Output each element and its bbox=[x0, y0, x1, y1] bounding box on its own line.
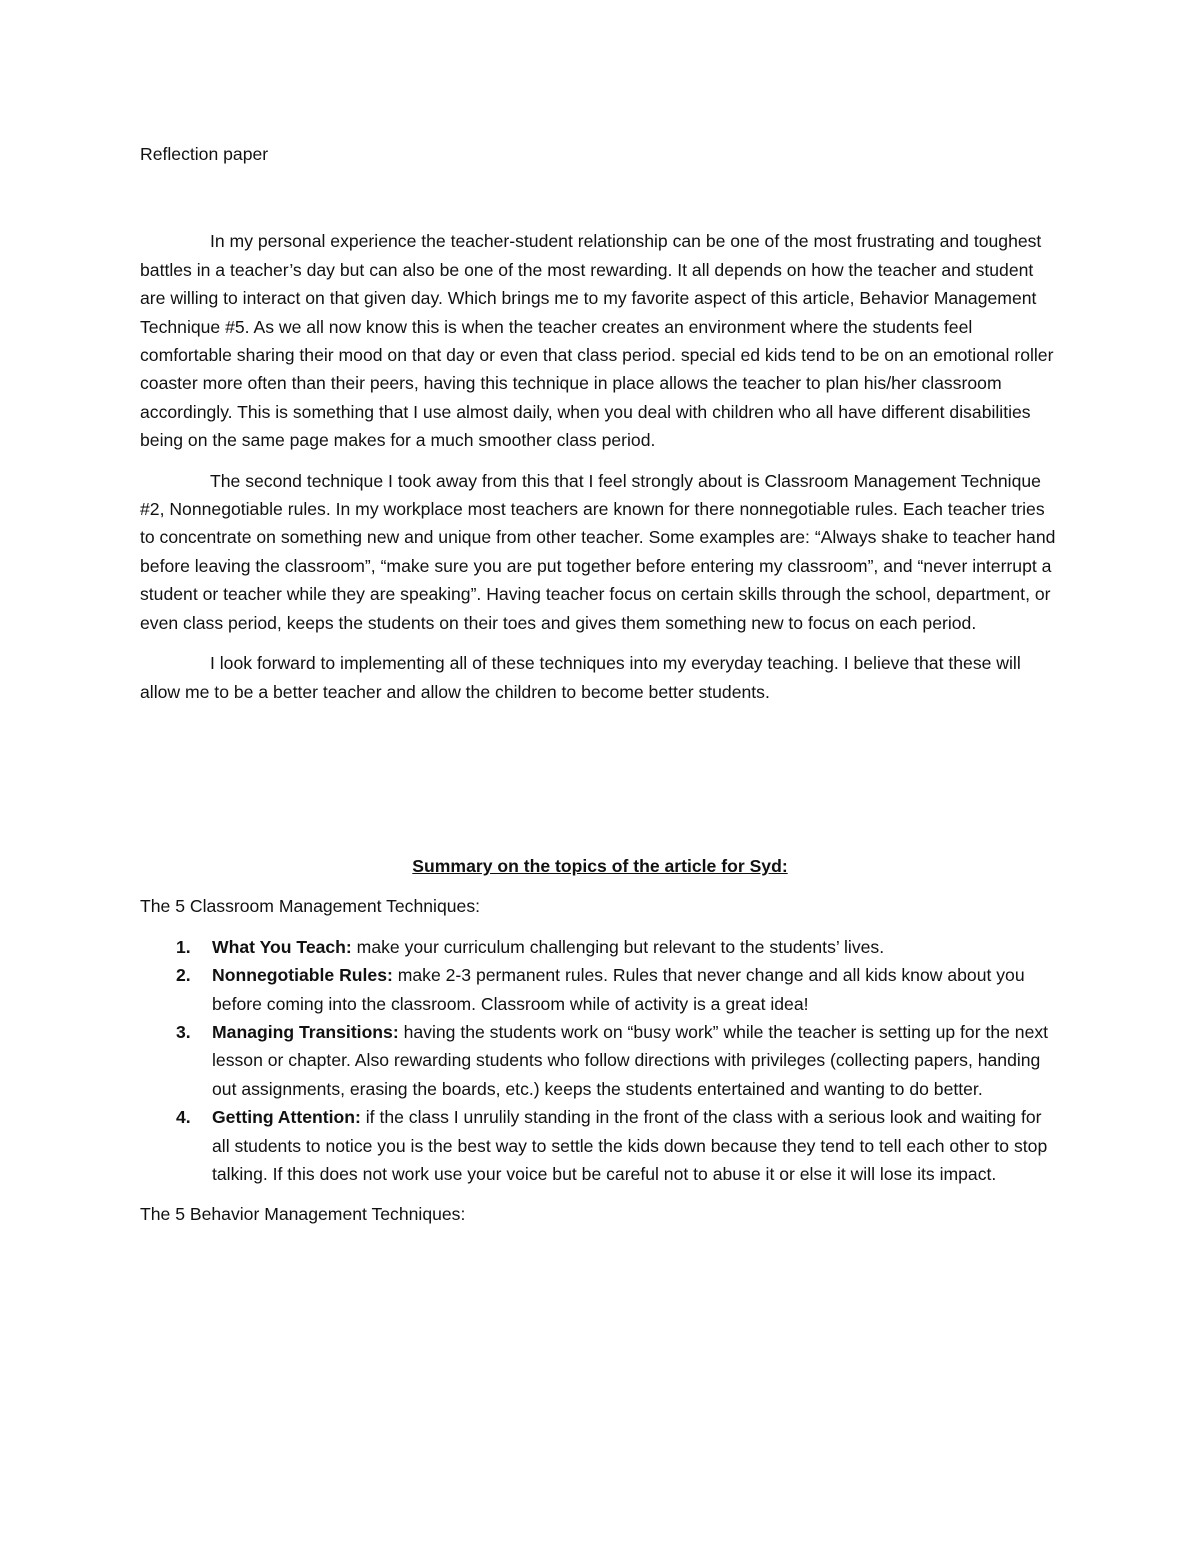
behavior-techniques-heading: The 5 Behavior Management Techniques: bbox=[140, 1204, 466, 1225]
technique-term: Getting Attention: bbox=[212, 1107, 361, 1128]
list-item bbox=[140, 933, 1060, 961]
body-paragraph-2: The second technique I took away from this that I feel strongly about is Classroom Management Technique #2, Nonnegotiable rules. In my workplace most teachers are known for there nonnegotiable rules. Each teacher tries to concentrate on something new and unique from other teacher. Some examples are: “Always shake to teacher hand before leaving the classroom”, “make sure you are put together before entering my classroom”, and “never interrupt a student or teacher while they are speaking”. Having teacher focus on certain skills through the school, department, or even class period, keeps the students on their toes and gives them something new to focus on each period. bbox=[140, 470, 1056, 633]
summary-heading: Summary on the topics of the article for Syd: bbox=[412, 855, 788, 876]
technique-term: What You Teach: bbox=[212, 936, 352, 957]
technique-term: Nonnegotiable Rules: bbox=[212, 965, 393, 986]
technique-description: if the class I unrulily standing in the front of the class with a serious look and waiting for all students to notice you is the best way to settle the kids down because they tend to tell each other to stop talking. If this does not work use your voice but be careful not to abuse it or else it will lose its impact. bbox=[212, 1107, 1048, 1184]
technique-description: having the students work on “busy work” while the teacher is setting up for the next lesson or chapter. Also rewarding students who follow directions with privileges (collecting papers, handing out assignments, erasing the boards, etc.) keeps the students entertained and wanting to do better. bbox=[212, 1021, 1049, 1099]
list-item-number: 3. bbox=[176, 1021, 191, 1042]
classroom-techniques-heading: The 5 Classroom Management Techniques: bbox=[140, 896, 481, 917]
technique-term: Managing Transitions: bbox=[212, 1021, 399, 1042]
body-paragraph-1: In my personal experience the teacher-student relationship can be one of the most frustrating and toughest battles in a teacher’s day but can also be one of the most rewarding. It all depends on how the teacher and student are willing to interact on that given day. Which brings me to my favorite aspect of this article, Behavior Management Technique #5. As we all now know this is when the teacher creates an environment where the students feel comfortable sharing their mood on that day or even that class period. special ed kids tend to be on an emotional roller coaster more often than their peers, having this technique in place allows the teacher to plan his/her classroom accordingly. This is something that I use almost daily, when you deal with children who all have different disabilities being on the same page makes for a much smoother class period. bbox=[140, 231, 1054, 451]
list-item-number: 2. bbox=[176, 965, 191, 986]
list-item bbox=[140, 961, 1060, 1018]
list-item bbox=[140, 1103, 1060, 1188]
list-item bbox=[140, 1018, 1060, 1103]
list-item-number: 4. bbox=[176, 1107, 191, 1128]
document-page bbox=[140, 140, 1060, 1229]
body-paragraph-3: I look forward to implementing all of these techniques into my everyday teaching. I believe that these will allow me to be a better teacher and allow the children to become better students. bbox=[140, 653, 1021, 702]
technique-description: make your curriculum challenging but relevant to the students’ lives. bbox=[351, 936, 885, 957]
classroom-techniques-list bbox=[140, 933, 1060, 1189]
technique-description: make 2-3 permanent rules. Rules that never change and all kids know about you before coming into the classroom. Classroom while of activity is a great idea! bbox=[212, 965, 1025, 1014]
list-item-number: 1. bbox=[176, 936, 191, 957]
document-title: Reflection paper bbox=[140, 144, 269, 164]
